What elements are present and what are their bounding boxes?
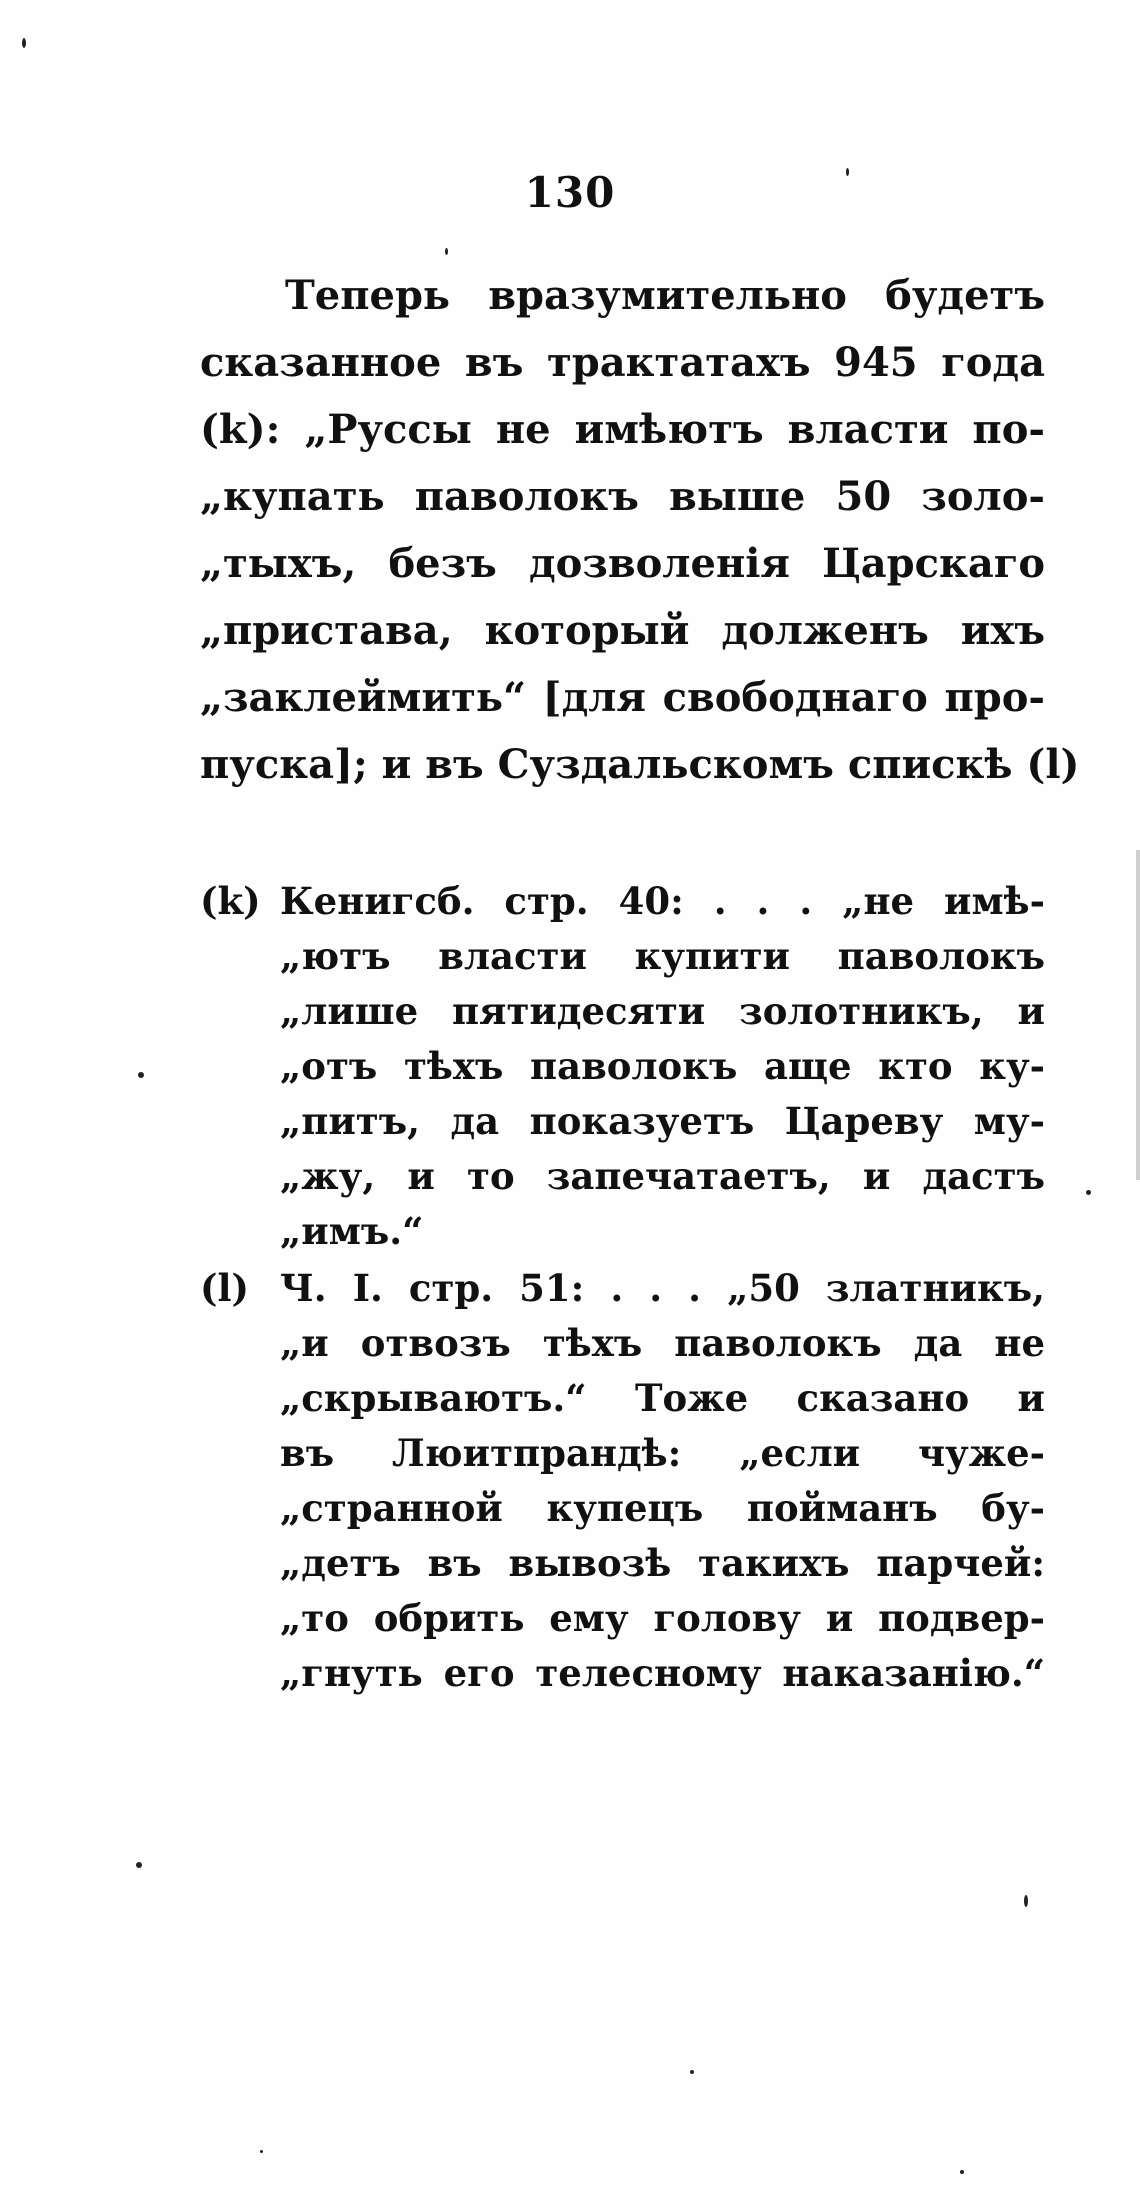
- footnote-marker: (k): [200, 879, 261, 923]
- print-speck: [690, 2070, 694, 2074]
- footnote-line: „то обрить ему голову и подвер-: [280, 1596, 1045, 1640]
- footnotes: [200, 874, 1045, 1703]
- print-speck: [1086, 1190, 1091, 1195]
- footnote-l: [200, 1261, 1045, 1701]
- main-text-line: Теперь вразумительно будетъ: [285, 272, 1045, 319]
- main-text-line: „пристава, который долженъ ихъ: [200, 607, 1045, 654]
- print-speck: [445, 248, 448, 255]
- footnote-line: въ Люитпрандѣ: „если чуже-: [280, 1431, 1045, 1475]
- footnote-line: „питъ, да показуетъ Цареву му-: [280, 1099, 1045, 1143]
- page-number: 130: [524, 168, 616, 217]
- print-speck: [136, 1862, 142, 1868]
- footnote-line: Ч. I. стр. 51: . . . „50 златникъ,: [280, 1266, 1045, 1310]
- main-text-line: „купать паволокъ выше 50 золо-: [200, 473, 1045, 520]
- print-speck: [22, 38, 26, 48]
- main-text-line: „тыхъ, безъ дозволенія Царскаго: [200, 540, 1045, 587]
- footnote-line: „детъ въ вывозѣ такихъ парчей:: [280, 1541, 1045, 1585]
- footnote-line: „отъ тѣхъ паволокъ аще кто ку-: [280, 1044, 1045, 1088]
- footnote-k: [200, 874, 1045, 1259]
- footnote-line: „имъ.“: [280, 1209, 424, 1253]
- print-speck: [260, 2150, 263, 2153]
- main-text-line: (k): „Руссы не имѣютъ власти по-: [200, 406, 1045, 453]
- footnote-line: „странной купецъ пойманъ бу-: [280, 1486, 1045, 1530]
- main-text-line: пуска]; и въ Суздальскомъ спискѣ (l): [200, 741, 1080, 788]
- footnote-line: „гнуть его телесному наказанію.“: [280, 1651, 1045, 1695]
- main-paragraph: [200, 262, 1080, 798]
- footnote-marker: (l): [200, 1266, 250, 1310]
- footnote-line: „скрываютъ.“ Тоже сказано и: [280, 1376, 1045, 1420]
- footnote-line: „и отвозъ тѣхъ паволокъ да не: [280, 1321, 1045, 1365]
- footnote-line: „жу, и то запечатаетъ, и дастъ: [280, 1154, 1045, 1198]
- footnote-line: Кенигсб. стр. 40: . . . „не имѣ-: [280, 879, 1045, 923]
- print-speck: [1024, 1895, 1028, 1907]
- print-speck: [138, 1072, 144, 1078]
- print-speck: [960, 2170, 964, 2174]
- main-text-line: „заклеймить“ [для свободнаго про-: [200, 674, 1045, 721]
- main-text-line: сказанное въ трактатахъ 945 года: [200, 339, 1045, 386]
- footnote-line: „ютъ власти купити паволокъ: [280, 934, 1045, 978]
- page-edge-shadow: [1136, 850, 1140, 1180]
- footnote-line: „лише пятидесяти золотникъ, и: [280, 989, 1045, 1033]
